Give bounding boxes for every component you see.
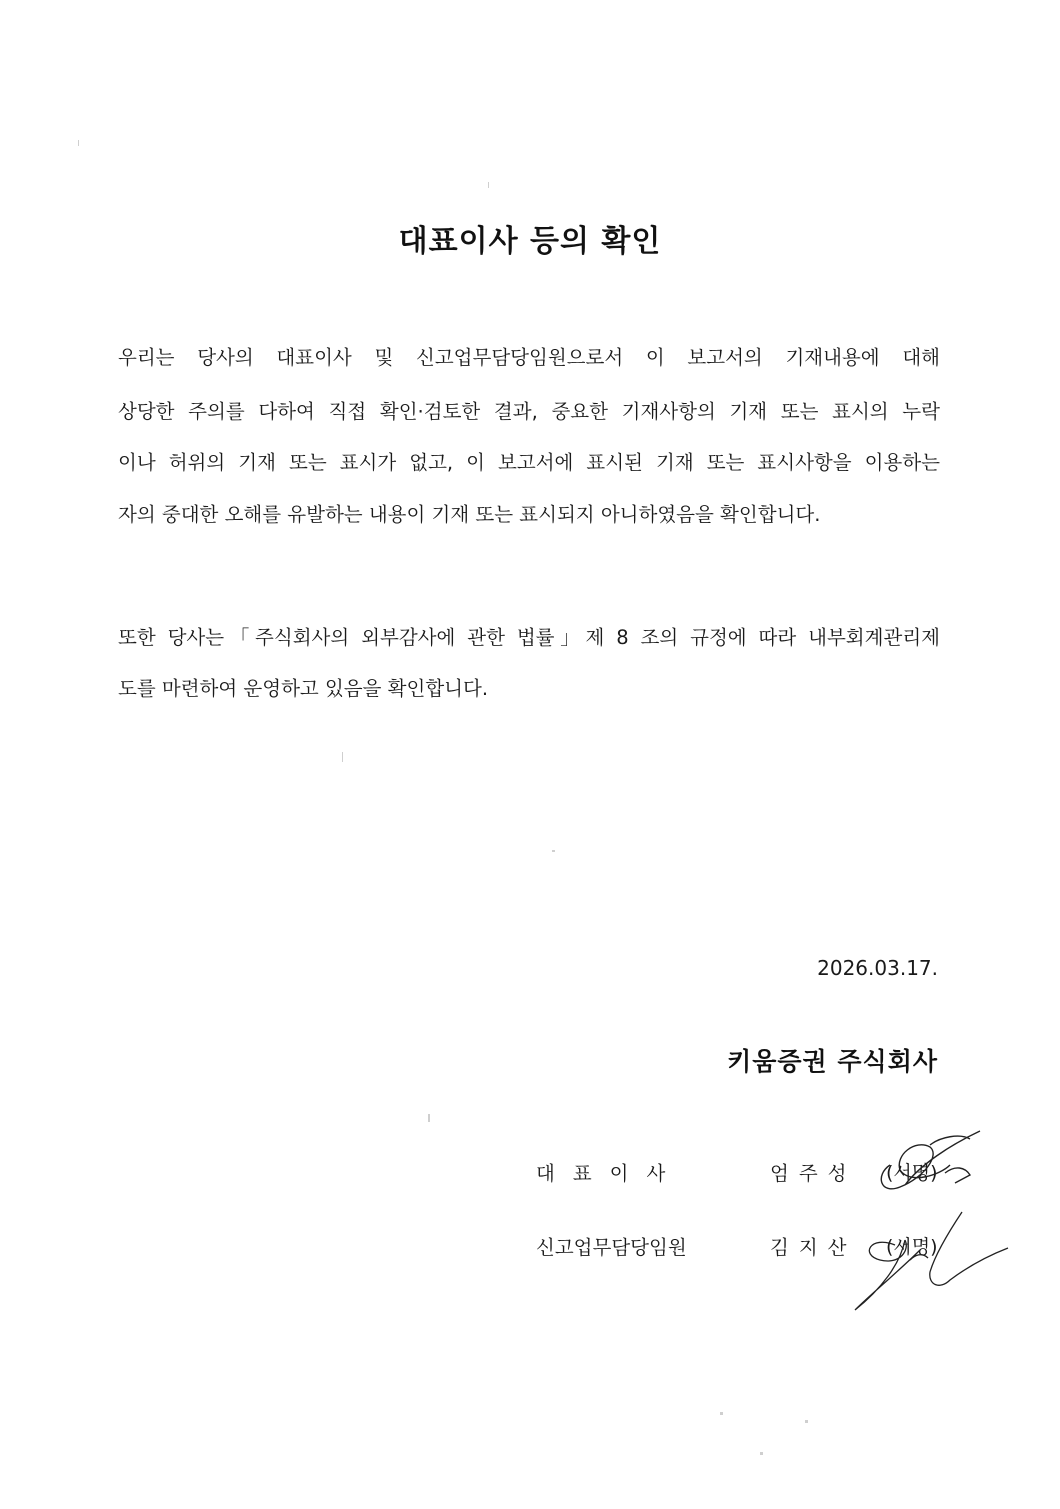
scan-speck	[342, 752, 343, 762]
scan-speck	[805, 1420, 808, 1423]
document-title: 대표이사 등의 확인	[398, 224, 662, 259]
paragraph-2-line-1: 또한 당사는「주식회사의 외부감사에 관한 법률」제 8 조의 규정에 따라 내부회계관리제	[118, 626, 940, 649]
company-name: 키움증권 주식회사	[727, 1047, 938, 1076]
scan-speck	[552, 850, 555, 852]
scan-speck	[488, 182, 489, 188]
scan-speck	[760, 1452, 763, 1455]
scan-speck	[428, 1114, 430, 1122]
scan-speck	[78, 140, 79, 146]
scan-speck	[720, 1412, 723, 1415]
signature-2-icon	[850, 1210, 1010, 1315]
paragraph-1-line-4: 자의 중대한 오해를 유발하는 내용이 기재 또는 표시되지 아니하였음을 확인합니다.	[118, 503, 821, 526]
signatory-1-role: 대표이사	[536, 1162, 684, 1185]
signatory-2-name: 김지산	[770, 1236, 857, 1259]
paragraph-2-line-2: 도를 마련하여 운영하고 있음을 확인합니다.	[118, 677, 489, 700]
signatory-1-sign-mark: (서명)	[886, 1162, 938, 1184]
signatory-2-sign-mark: (서명)	[886, 1236, 938, 1258]
signatory-1-name: 엄주성	[770, 1162, 857, 1185]
signatory-2-role: 신고업무담당임원	[536, 1236, 687, 1259]
paragraph-1-line-2: 상당한 주의를 다하여 직접 확인·검토한 결과, 중요한 기재사항의 기재 또는 표시의 누락	[118, 400, 940, 423]
document-date: 2026.03.17.	[817, 956, 938, 980]
paragraph-1-line-1: 우리는 당사의 대표이사 및 신고업무담당임원으로서 이 보고서의 기재내용에 대해	[118, 346, 940, 369]
paragraph-1-line-3: 이나 허위의 기재 또는 표시가 없고, 이 보고서에 표시된 기재 또는 표시사항을 이용하는	[118, 451, 940, 474]
